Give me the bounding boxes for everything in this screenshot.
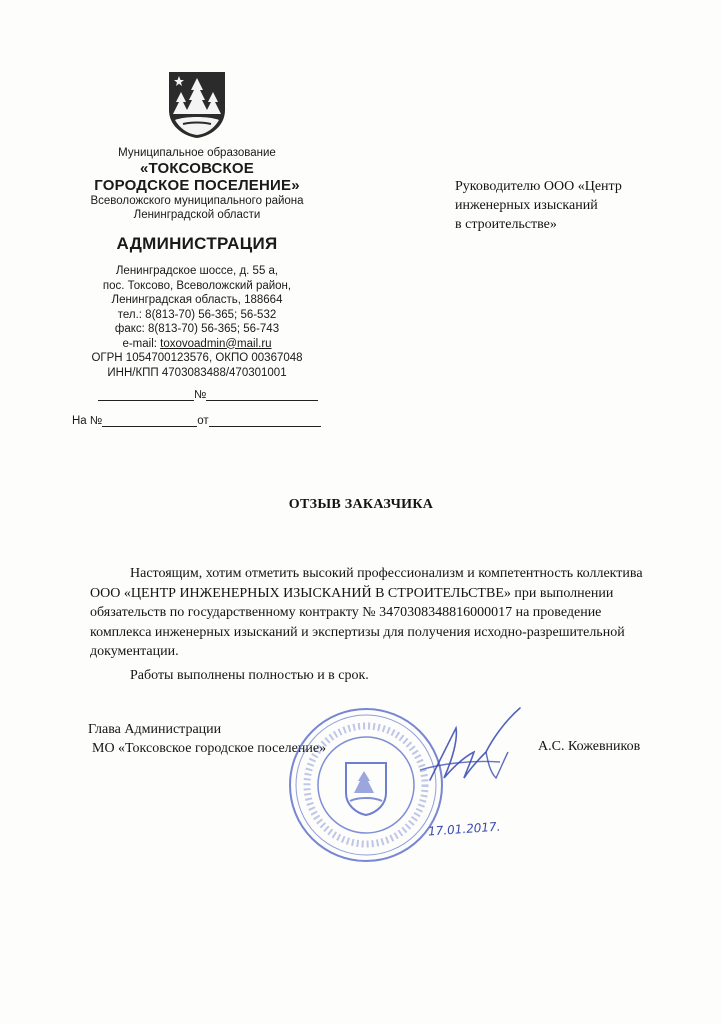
district-line1: Всеволожского муниципального района [90, 195, 304, 207]
body-paragraph-2: Работы выполнены полностью и в срок. [130, 667, 369, 683]
administration-heading: АДМИНИСТРАЦИЯ [116, 234, 278, 253]
municipality-name-line2: ГОРОДСКОЕ ПОСЕЛЕНИЕ» [94, 177, 300, 194]
phone-line: тел.: 8(813-70) 56-365; 56-532 [117, 308, 277, 321]
in-reply-label: На № [72, 415, 103, 427]
handwritten-signature-icon [400, 700, 540, 800]
reg-number-label: № [194, 389, 207, 401]
number-blank [206, 388, 318, 401]
document-title: ОТЗЫВ ЗАКАЗЧИКА [288, 497, 434, 512]
email-line [62, 337, 332, 352]
body-paragraph-1: Настоящим, хотим отметить высокий профессионализм и компетентность коллектива ООО «ЦЕНТР ИНЖЕНЕРНЫХ ИЗЫСКАНИЙ В СТРОИТЕЛЬСТВЕ» при выполнении обязательств по государственному контракту № 3470308348816000017 на проведение комплекса инженерных изысканий и экспертизы для получения исходно-разрешительной документации. [90, 566, 643, 659]
district-line2: Ленинградской области [133, 209, 261, 221]
addressee-line1: Руководителю ООО «Центр [455, 179, 622, 194]
municipality-name-line1: «ТОКСОВСКОЕ [139, 160, 254, 177]
date-blank [98, 388, 194, 401]
inn-line: ИНН/КПП 4703083488/470301001 [107, 366, 287, 379]
municipal-label: Муниципальное образование [118, 147, 276, 159]
letterhead [62, 70, 332, 380]
coat-of-arms-icon [165, 70, 229, 140]
signatory-name: А.С. Кожевников [538, 739, 641, 754]
registration-number-line [98, 388, 318, 401]
addressee-line2: инженерных изысканий [455, 198, 598, 213]
addressee-line3: в строительстве» [455, 217, 557, 232]
fax-line: факс: 8(813-70) 56-365; 56-743 [114, 323, 280, 335]
address-line3: Ленинградская область, 188664 [111, 294, 283, 306]
from-label: от [197, 415, 209, 427]
signature-date: 17.01.2017. [427, 819, 501, 839]
ogrn-line: ОГРН 1054700123576, ОКПО 00367048 [91, 352, 303, 364]
address-line2: пос. Токсово, Всеволожский район, [102, 279, 292, 292]
position-line1: Глава Администрации [88, 722, 222, 737]
address-line1: Ленинградское шоссе, д. 55 а, [115, 265, 279, 277]
email-link[interactable]: toxovoadmin@mail.ru [160, 337, 272, 350]
in-reply-line [72, 414, 321, 427]
reply-date-blank [209, 414, 321, 427]
position-line2: МО «Токсовское городское поселение» [92, 741, 327, 756]
letter-body [90, 564, 650, 685]
addressee [455, 177, 695, 234]
email-label: e-mail: [122, 337, 161, 350]
reply-number-blank [102, 414, 197, 427]
